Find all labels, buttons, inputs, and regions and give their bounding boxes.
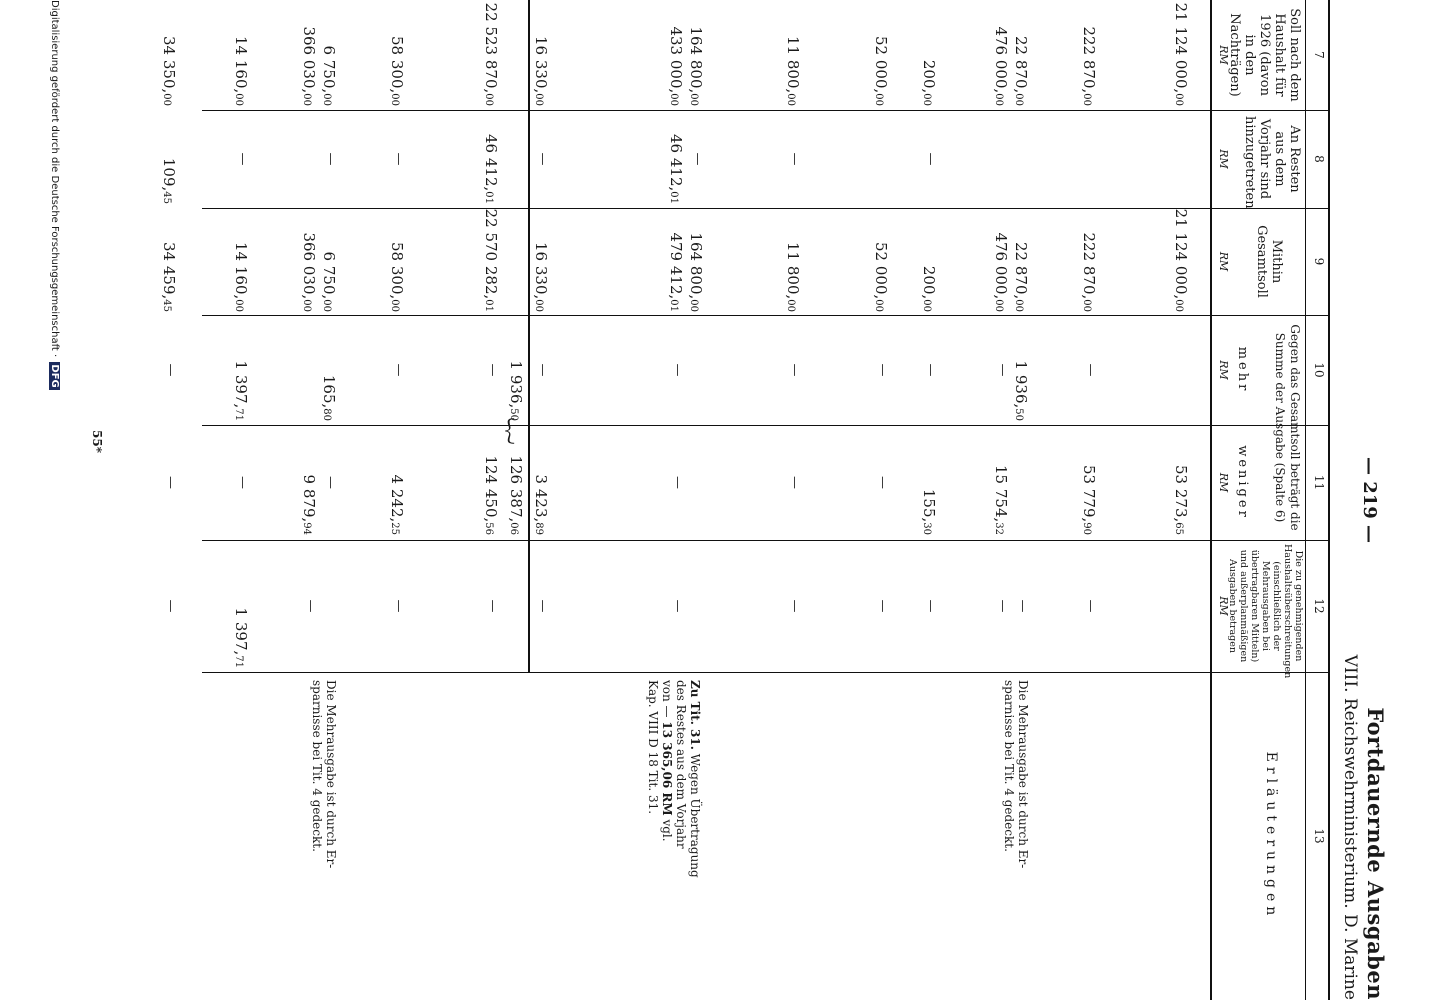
column-divider xyxy=(202,208,1330,209)
cell-empty-dash: — xyxy=(163,476,178,489)
column-header-ueberschreitungen: Die zu genehmigenden Haushaltsüberschreitungen (einschließlich der Mehrausgaben bei übertragbaren Mitteln) und außerplanmäßigen Ausgaben betragen xyxy=(1227,544,1304,679)
page-mark: 55* xyxy=(90,430,104,453)
cell-weniger: 53 273,65 xyxy=(1172,465,1190,535)
unit-label: RM xyxy=(1217,251,1230,272)
cell-total-soll: 22 523 870,00 xyxy=(482,2,500,106)
cell-empty-dash: — xyxy=(1083,363,1098,377)
column-header-soll xyxy=(1227,6,1302,104)
cell-weniger: 53 779,90 xyxy=(1080,465,1098,535)
cell-empty-dash: — xyxy=(787,152,802,166)
cell-gesamtsoll: 200,00 xyxy=(920,265,938,312)
cell-empty-dash: — xyxy=(670,476,685,489)
cell-gesamtsoll: 476 000,00 xyxy=(992,232,1010,312)
cell-soll: 200,00 xyxy=(920,59,938,106)
subtotal-rule xyxy=(528,0,530,672)
column-header-label: Mithin Gesamtsoll xyxy=(1254,225,1284,298)
page-number: — 219 — xyxy=(1359,456,1380,544)
column-number: 10 xyxy=(1312,362,1326,378)
column-group-header: Gegen das Gesamtsoll beträgt die Summe der Ausgabe (Spalte 6) xyxy=(1273,324,1302,531)
cell-empty-dash: — xyxy=(303,599,318,613)
cell-subtotal-mehr: 1 936,50 xyxy=(507,360,525,421)
cell-empty-dash: — xyxy=(163,363,178,377)
cell-soll: 52 000,00 xyxy=(872,36,890,106)
cell-empty-dash: — xyxy=(923,152,938,166)
cell-soll: 164 800,00 xyxy=(687,26,705,106)
cell-total-weniger: 124 450,56 xyxy=(482,455,500,535)
cell-empty-dash: — xyxy=(485,599,500,613)
cell-soll: 21 124 000,00 xyxy=(1172,2,1190,106)
column-header-label: Soll nach dem Haushalt für 1926 (davon in den Nachträgen) xyxy=(1227,8,1302,102)
cell-empty-dash: — xyxy=(323,152,338,166)
cell-empty-dash: — xyxy=(235,152,250,166)
cell-gesamtsoll: 14 160,00 xyxy=(232,242,250,312)
cell-subtotal-weniger: 126 387,06 xyxy=(507,455,525,535)
column-header-mehr: mehr xyxy=(1235,346,1250,394)
cell-empty-dash: — xyxy=(535,152,550,166)
cell-gesamtsoll: 222 870,00 xyxy=(1080,232,1098,312)
cell-weniger: 3 423,89 xyxy=(532,474,550,535)
cell-gesamtsoll: 366 030,00 xyxy=(300,232,318,312)
column-header-weniger: weniger xyxy=(1235,445,1250,520)
cell-mehr: 165,80 xyxy=(320,374,338,421)
column-divider xyxy=(202,540,1330,541)
cell-soll: 11 800,00 xyxy=(784,36,802,106)
cell-reste: 109,45 xyxy=(160,157,178,204)
cell-empty-dash: — xyxy=(923,599,938,613)
cell-gesamtsoll: 16 330,00 xyxy=(532,242,550,312)
unit-label: RM xyxy=(1217,596,1230,616)
column-header-reste xyxy=(1242,116,1302,209)
cell-ueberschreitung: 1 397,71 xyxy=(232,607,250,668)
cell-empty-dash: — xyxy=(391,363,406,377)
cell-total-reste: 46 412,01 xyxy=(482,134,500,204)
cell-empty-dash: — xyxy=(1083,599,1098,613)
brace-symbol: ︸ xyxy=(484,418,514,445)
cell-soll: 58 300,00 xyxy=(388,36,406,106)
cell-gesamtsoll: 58 300,00 xyxy=(388,242,406,312)
cell-empty-dash: — xyxy=(163,599,178,613)
cell-empty-dash: — xyxy=(875,476,890,489)
cell-empty-dash: — xyxy=(787,363,802,377)
unit-label: RM xyxy=(1217,472,1230,493)
digitization-credit: Digitalisierung gefördert durch die Deutsche Forschungsgemeinschaft · DFG xyxy=(49,0,60,388)
cell-gesamtsoll: 22 870,00 xyxy=(1012,242,1030,312)
cell-soll: 16 330,00 xyxy=(532,36,550,106)
column-number: 9 xyxy=(1312,257,1326,266)
unit-label: RM xyxy=(1217,45,1230,65)
cell-soll: 476 000,00 xyxy=(992,26,1010,106)
budget-table xyxy=(160,0,1330,1000)
page-title: Fortdauernde Ausgaben xyxy=(1363,707,1388,1000)
column-divider xyxy=(202,110,1330,111)
cell-empty-dash: — xyxy=(670,363,685,377)
cell-empty-dash: — xyxy=(391,599,406,613)
cell-empty-dash: — xyxy=(690,152,705,166)
column-number: 7 xyxy=(1312,51,1326,59)
annotation-note: Zu Tit. 31. Wegen Übertragung des Restes aus dem Vorjahr von — 13 365,06 RM vgl. Kap. VIII D 18 Tit. 31. xyxy=(646,680,702,878)
cell-empty-dash: — xyxy=(1015,599,1030,613)
cell-empty-dash: — xyxy=(875,363,890,377)
column-number-rule xyxy=(1305,0,1306,1000)
column-number: 11 xyxy=(1312,474,1326,491)
cell-gesamtsoll: 52 000,00 xyxy=(872,242,890,312)
cell-gesamtsoll: 164 800,00 xyxy=(687,232,705,312)
cell-total-gesamtsoll: 22 570 282,01 xyxy=(482,208,500,312)
cell-empty-dash: — xyxy=(995,363,1010,377)
cell-empty-dash: — xyxy=(391,152,406,166)
cell-soll: 34 350,00 xyxy=(160,36,178,106)
cell-empty-dash: — xyxy=(323,476,338,489)
cell-empty-dash: — xyxy=(485,363,500,377)
cell-gesamtsoll: 11 800,00 xyxy=(784,242,802,312)
table-top-rule xyxy=(1328,0,1330,1000)
cell-soll: 22 870,00 xyxy=(1012,36,1030,106)
page-subtitle: VIII. Reichswehrministerium. D. Marine xyxy=(1340,654,1360,1000)
unit-label: RM xyxy=(1217,149,1230,169)
cell-empty-dash: — xyxy=(670,599,685,613)
cell-mehr: 1 936,50 xyxy=(1012,360,1030,421)
cell-gesamtsoll: 479 412,01 xyxy=(667,232,685,312)
cell-empty-dash: — xyxy=(535,599,550,613)
cell-empty-dash: — xyxy=(535,363,550,377)
cell-weniger: 9 879,94 xyxy=(300,474,318,535)
column-number: 12 xyxy=(1312,598,1326,614)
cell-gesamtsoll: 6 750,00 xyxy=(320,251,338,312)
cell-gesamtsoll: 21 124 000,00 xyxy=(1172,208,1190,312)
document-page xyxy=(49,0,1392,1000)
cell-empty-dash: — xyxy=(923,363,938,377)
cell-empty-dash: — xyxy=(995,599,1010,613)
annotation-note: Die Mehrausgabe ist durch Er- sparnisse bei Tit. 4 gedeckt. xyxy=(1002,680,1030,869)
cell-soll: 433 000,00 xyxy=(667,26,685,106)
annotation-note: Die Mehrausgabe ist durch Er- sparnisse bei Tit. 4 gedeckt. xyxy=(310,680,338,869)
cell-empty-dash: — xyxy=(787,476,802,489)
cell-gesamtsoll: 34 459,45 xyxy=(160,242,178,312)
column-number: 13 xyxy=(1312,828,1326,844)
cell-mehr: 1 397,71 xyxy=(232,360,250,421)
column-divider xyxy=(202,315,1330,316)
header-bottom-rule xyxy=(1210,0,1212,1000)
cell-empty-dash: — xyxy=(875,599,890,613)
cell-soll: 14 160,00 xyxy=(232,36,250,106)
cell-reste: 46 412,01 xyxy=(667,134,685,204)
cell-weniger: 4 242,25 xyxy=(388,474,406,535)
column-divider xyxy=(202,672,1330,673)
cell-soll: 366 030,00 xyxy=(300,26,318,106)
column-header-gesamtsoll xyxy=(1254,214,1284,309)
column-header-erlaeuterungen: Erläuterungen xyxy=(1263,751,1279,921)
dfg-logo: DFG xyxy=(49,364,60,388)
cell-weniger: 155,30 xyxy=(920,488,938,535)
column-number: 8 xyxy=(1312,155,1326,163)
cell-weniger: 15 754,32 xyxy=(992,465,1010,535)
cell-soll: 6 750,00 xyxy=(320,45,338,106)
column-header-label: An Resten aus dem Vorjahr sind hinzugetreten xyxy=(1242,116,1302,209)
cell-empty-dash: — xyxy=(787,599,802,613)
column-divider xyxy=(202,425,1330,426)
unit-label: RM xyxy=(1217,360,1230,380)
cell-empty-dash: — xyxy=(235,476,250,489)
cell-soll: 222 870,00 xyxy=(1080,26,1098,106)
